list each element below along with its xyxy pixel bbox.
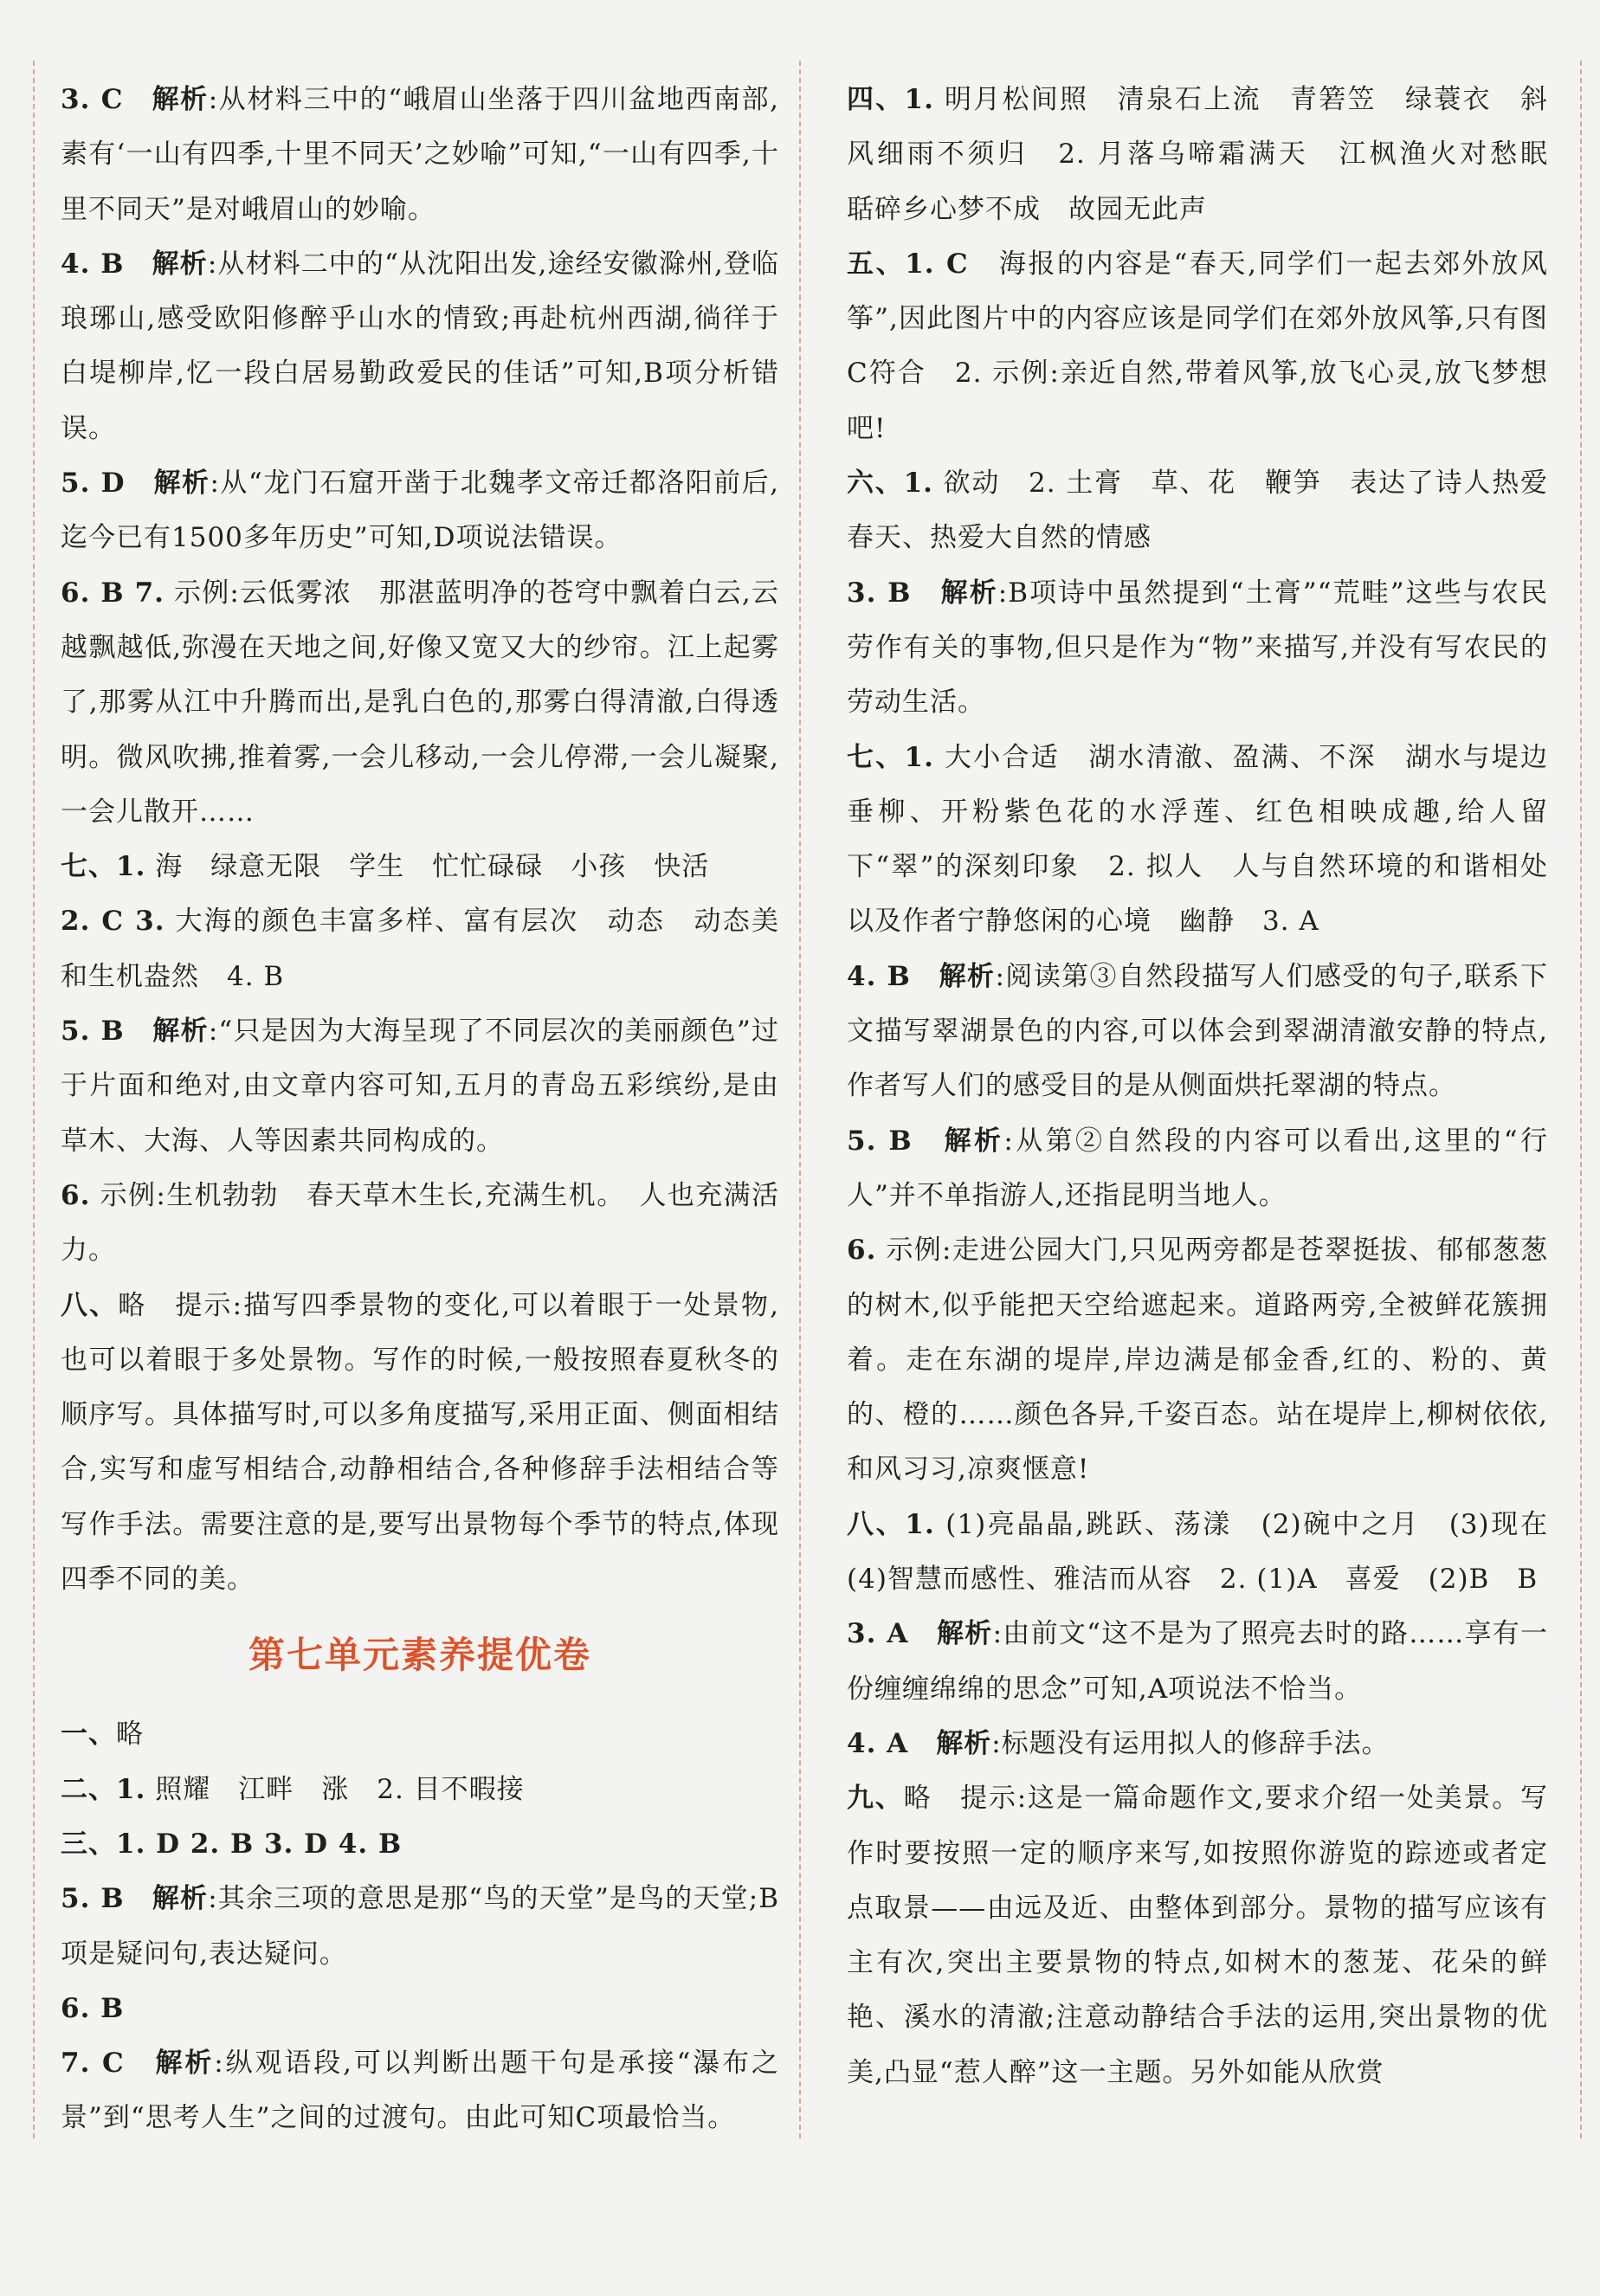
- answer-item: [61, 566, 779, 840]
- analysis-label: 解析: [940, 577, 998, 609]
- analysis-label: 解析: [152, 1883, 209, 1915]
- answer-number: 2. C 3.: [61, 906, 165, 938]
- analysis-label: 解析: [152, 1016, 209, 1048]
- answer-item: [847, 1771, 1548, 2100]
- answer-number: 3. B: [847, 577, 912, 609]
- analysis-label: 解析: [936, 1727, 992, 1759]
- answer-item: [847, 237, 1548, 456]
- answer-item: [61, 894, 779, 1004]
- answer-number: 7. C: [61, 2048, 125, 2080]
- answer-item: [61, 1872, 779, 1982]
- right-margin-rule: [1580, 61, 1582, 2138]
- left-margin-rule: [33, 61, 35, 2138]
- answer-text: 大海的颜色丰富多样、富有层次 动态 动态美和生机盎然 4. B: [61, 906, 780, 992]
- answer-text: 略 提示:描写四季景物的变化,可以着眼于一处景物,也可以着眼于多处景物。写作的时候,一般按照春夏秋冬的顺序写。具体描写时,可以多角度描写,采用正面、侧面相结合,实写和虚写相结合,动静相结合,各种修辞手法相结合等写作手法。需要注意的是,要写出景物每个季节的特点,体现四季不同的美。: [61, 1289, 779, 1596]
- answer-number: 八、: [61, 1289, 119, 1321]
- answer-number: 5. B: [847, 1125, 913, 1157]
- answer-text: :从第②自然段的内容可以看出,这里的“行人”并不单指游人,还指昆明当地人。: [847, 1125, 1549, 1211]
- analysis-label: 解析: [937, 1618, 993, 1650]
- answer-text: 略 提示:这是一篇命题作文,要求介绍一处美景。写作时要按照一定的顺序来写,如按照你游览的踪迹或者定点取景——由远及近、由整体到部分。景物的描写应该有主有次,突出主要景物的特点,如树木的葱茏、花朵的鲜艳、溪水的清澈;注意动静结合手法的运用,突出景物的优美,凸显“惹人醉”这一主题。另外如能从欣赏: [847, 1783, 1549, 2088]
- answer-number: 5. B: [61, 1883, 125, 1915]
- answer-text: 欲动 2. 土膏 草、花 鞭笋 表达了诗人热爱春天、热爱大自然的情感: [847, 468, 1548, 554]
- analysis-label: 解析: [152, 84, 209, 115]
- answer-item: [61, 840, 779, 894]
- answer-text: 示例:云低雾浓 那湛蓝明净的苍穹中飘着白云,云越飘越低,弥漫在天地之间,好像又宽又大的纱帘。江上起雾了,那雾从江中升腾而出,是乳白色的,那雾白得清澈,白得透明。微风吹拂,推着雾,一会儿移动,一会儿停滞,一会儿凝聚,一会儿散开……: [61, 577, 779, 828]
- answer-item: [61, 1004, 779, 1169]
- answer-item: [847, 1498, 1576, 1608]
- answer-number: 六、1.: [847, 468, 933, 500]
- left-column: [61, 73, 779, 2146]
- answer-number: 4. B: [847, 960, 911, 992]
- answer-text: 明月松间照 清泉石上流 青箬笠 绿蓑衣 斜风细雨不须归 2. 月落乌啼霜满天 江枫渔火对愁眠 聒碎乡心梦不成 故园无此声: [847, 84, 1576, 225]
- answer-item: [61, 1707, 779, 1762]
- answer-text: :从材料三中的“峨眉山坐落于四川盆地西南部,素有‘一山有四季,十里不同天’之妙喻”可知,“一山有四季,十里不同天”是对峨眉山的妙喻。: [61, 84, 779, 225]
- answer-text: 照耀 江畔 涨 2. 目不暇接: [145, 1773, 525, 1805]
- answer-item: [847, 950, 1548, 1114]
- analysis-label: 解析: [153, 468, 210, 500]
- answer-text: :纵观语段,可以判断出题干句是承接“瀑布之景”到“思考人生”之间的过渡句。由此可知C项最恰当。: [61, 2048, 780, 2134]
- answer-number: 6. B 7.: [61, 577, 165, 609]
- answer-number: 3. C: [61, 84, 124, 115]
- answer-text: :B项诗中虽然提到“土膏”“荒畦”这些与农民劳作有关的事物,但只是作为“物”来描写,并没有写农民的劳动生活。: [847, 577, 1549, 719]
- answer-item: [847, 1114, 1548, 1224]
- answer-number: 七、1.: [847, 741, 934, 773]
- answer-item: [61, 456, 779, 566]
- answer-item: [847, 73, 1576, 237]
- answer-item: [61, 73, 779, 237]
- answer-number: 5. B: [61, 1016, 125, 1048]
- answer-item: [847, 1607, 1548, 1717]
- answer-number: 5. D: [61, 468, 126, 500]
- analysis-label: 解析: [152, 248, 208, 280]
- answer-number: 一、: [61, 1719, 116, 1751]
- analysis-label: 解析: [939, 960, 996, 992]
- answer-item: [61, 2036, 779, 2146]
- answer-item: [847, 1223, 1548, 1497]
- answer-text: :从材料二中的“从沈阳出发,途经安徽滁州,登临琅琊山,感受欧阳修醉乎山水的情致;再赴杭州西湖,徜徉于白堤柳岸,忆一段白居易勤政爱民的佳话”可知,B项分析错误。: [61, 248, 780, 444]
- answer-number: 6. B: [61, 1992, 125, 2024]
- answer-number: 4. B: [61, 248, 125, 280]
- answer-number: 三、1. D 2. B 3. D 4. B: [61, 1828, 403, 1860]
- section-title: 第七单元素养提优卷: [248, 1634, 591, 1677]
- answer-text: 略: [116, 1719, 144, 1751]
- answer-number: 6.: [61, 1179, 91, 1211]
- answer-text: (1)亮晶晶,跳跃、荡漾 (2)碗中之月 (3)现在 (4)智慧而感性、雅洁而从容 2. (1)A 喜爱 (2)B B: [847, 1508, 1576, 1596]
- answer-number: 四、1.: [847, 84, 934, 115]
- answer-number: 七、1.: [61, 851, 146, 883]
- answer-item: [61, 1817, 779, 1872]
- answer-item: [847, 566, 1548, 731]
- answer-text: 大小合适 湖水清澈、盈满、不深 湖水与堤边垂柳、开粉紫色花的水浮莲、红色相映成趣,给人留下“翠”的深刻印象 2. 拟人 人与自然环境的和谐相处以及作者宁静悠闲的心境 幽静 3. A: [847, 741, 1548, 938]
- answer-text: :其余三项的意思是那“鸟的天堂”是鸟的天堂;B项是疑问句,表达疑问。: [61, 1883, 779, 1970]
- answer-text: :标题没有运用拟人的修辞手法。: [991, 1727, 1390, 1759]
- column-divider: [799, 61, 801, 2138]
- answer-text: 示例:生机勃勃 春天草木生长,充满生机。 人也充满活力。: [61, 1179, 779, 1267]
- answer-text: 海 绿意无限 学生 忙忙碌碌 小孩 快活: [145, 851, 710, 883]
- answer-text: 示例:走进公园大门,只见两旁都是苍翠挺拔、郁郁葱葱的树木,似乎能把天空给遮起来。道路两旁,全被鲜花簇拥着。走在东湖的堤岸,岸边满是郁金香,红的、粉的、黄的、橙的……颜色各异,千姿百态。站在堤岸上,柳树依依,和风习习,凉爽惬意!: [847, 1235, 1548, 1486]
- answer-number: 二、1.: [61, 1773, 146, 1805]
- analysis-label: 解析: [155, 2048, 215, 2080]
- answer-text: :“只是因为大海呈现了不同层次的美丽颜色”过于片面和绝对,由文章内容可知,五月的青岛五彩缤纷,是由草木、大海、人等因素共同构成的。: [61, 1016, 780, 1157]
- answer-item: [847, 1717, 1548, 1771]
- answer-item: [847, 731, 1548, 950]
- answer-text: 海报的内容是“春天,同学们一起去郊外放风筝”,因此图片中的内容应该是同学们在郊外放风筝,只有图C符合 2. 示例:亲近自然,带着风筝,放飞心灵,放飞梦想吧!: [847, 248, 1549, 444]
- answer-text: :从“龙门石窟开凿于北魏孝文帝迁都洛阳前后,迄今已有1500多年历史”可知,D项说法错误。: [61, 468, 779, 554]
- answer-number: 3. A: [847, 1618, 909, 1650]
- answer-item: [61, 1279, 779, 1608]
- answer-number: 八、1.: [847, 1508, 935, 1540]
- answer-number: 九、: [847, 1783, 904, 1815]
- answer-item: [61, 1169, 779, 1279]
- answer-number: 五、1. C: [847, 248, 969, 280]
- answer-item: [61, 1982, 779, 2036]
- answer-item: [61, 1763, 779, 1817]
- analysis-label: 解析: [944, 1125, 1004, 1157]
- answer-text: :由前文“这不是为了照亮去时的路……享有一份缠缠绵绵的思念”可知,A项说法不恰当。: [847, 1618, 1549, 1705]
- answer-number: 6.: [847, 1235, 877, 1267]
- answer-item: [61, 237, 779, 456]
- answer-item: [847, 456, 1548, 566]
- answer-number: 4. A: [847, 1727, 909, 1759]
- answer-text: :阅读第③自然段描写人们感受的句子,联系下文描写翠湖景色的内容,可以体会到翠湖清澈安静的特点,作者写人们的感受目的是从侧面烘托翠湖的特点。: [847, 960, 1549, 1102]
- right-column: [847, 73, 1576, 2100]
